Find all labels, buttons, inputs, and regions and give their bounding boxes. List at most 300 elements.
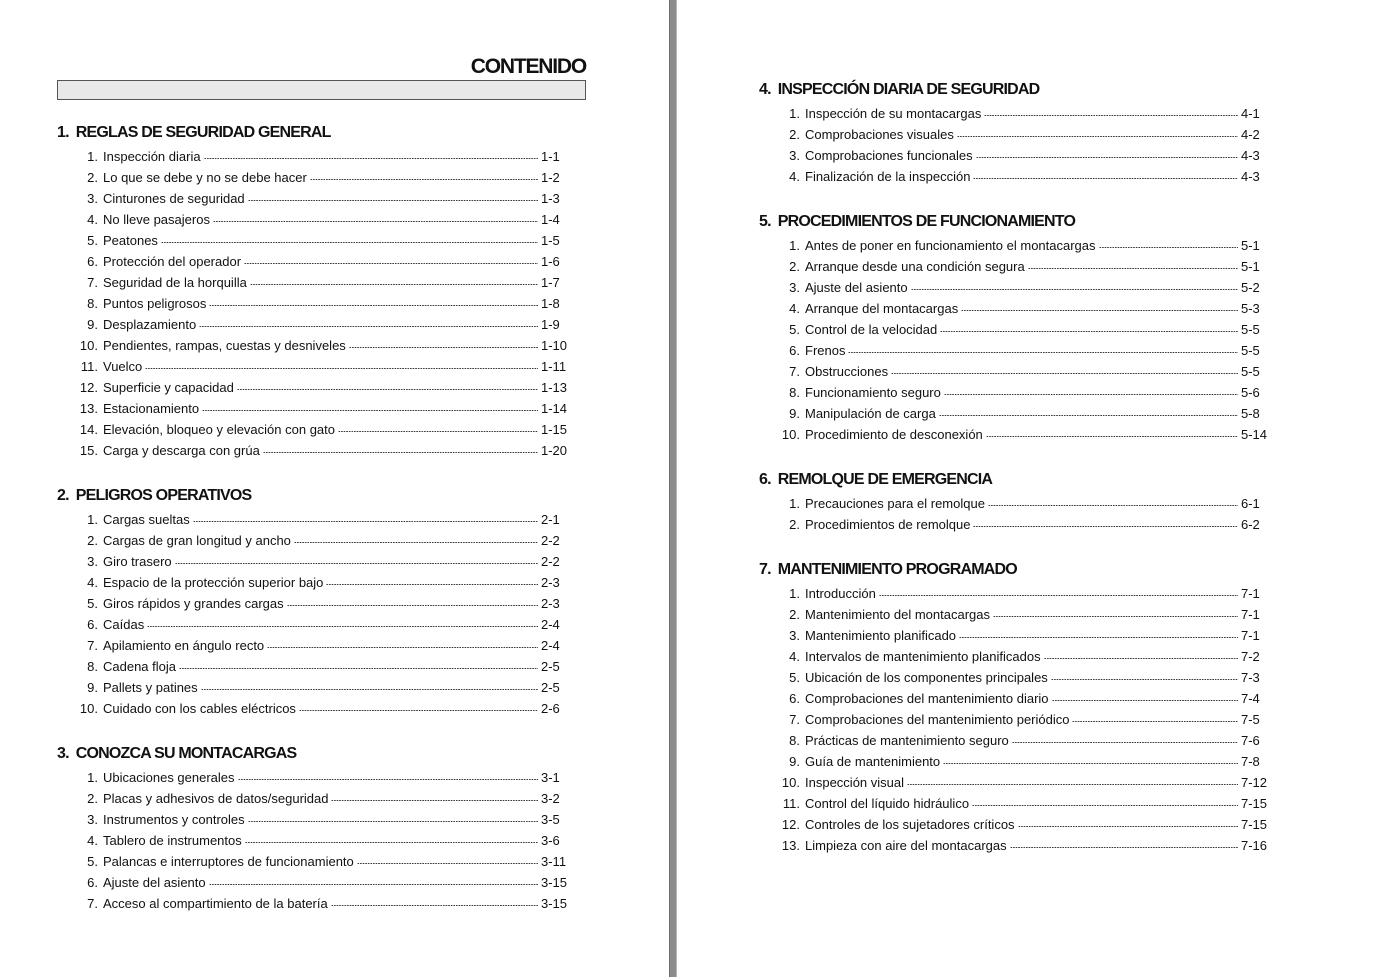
section-title: REGLAS DE SEGURIDAD GENERAL	[75, 124, 331, 141]
dot-leader	[294, 542, 538, 543]
entry-number: 4.	[789, 169, 800, 184]
dot-leader	[179, 668, 538, 669]
entry-page-number: 7-1	[1241, 607, 1260, 622]
entry-title: Carga y descarga con grúa	[103, 443, 260, 458]
entry-number: 9.	[789, 406, 800, 421]
entry-title: Controles de los sujetadores críticos	[805, 817, 1015, 832]
entry-title: Lo que se debe y no se debe hacer	[103, 170, 307, 185]
entry-number: 6.	[789, 343, 800, 358]
entry-number: 4.	[789, 649, 800, 664]
toc-entry[interactable]	[57, 419, 569, 440]
toc-entry[interactable]	[759, 319, 1271, 340]
title-rule-bar	[57, 80, 586, 100]
toc-entry[interactable]	[759, 814, 1271, 835]
entry-title: Manipulación de carga	[805, 406, 936, 421]
entry-number: 5.	[87, 854, 98, 869]
entry-page-number: 3-11	[541, 854, 567, 869]
toc-entry[interactable]	[759, 340, 1271, 361]
dot-leader	[213, 221, 538, 222]
entry-page-number: 1-13	[541, 380, 568, 395]
section-heading	[57, 483, 569, 509]
dot-leader	[199, 326, 538, 327]
entry-title: Apilamiento en ángulo recto	[103, 638, 265, 653]
section-number: 7.	[759, 561, 771, 578]
toc-entry[interactable]	[57, 356, 569, 377]
toc-entry[interactable]	[57, 440, 569, 461]
dot-leader	[204, 158, 538, 159]
entry-title: Estacionamiento	[103, 401, 200, 416]
entry-page-number: 4-3	[1241, 169, 1260, 184]
entry-title: Giros rápidos y grandes cargas	[103, 596, 284, 611]
entry-page-number: 5-5	[1241, 364, 1260, 379]
entry-page-number: 7-8	[1241, 754, 1260, 769]
entry-title: Guía de mantenimiento	[805, 754, 941, 769]
entry-page-number: 5-1	[1241, 238, 1260, 253]
toc-entry[interactable]	[57, 314, 569, 335]
section-title: INSPECCIÓN DIARIA DE SEGURIDAD	[777, 81, 1040, 98]
dot-leader	[357, 863, 538, 864]
entry-page-number: 7-3	[1241, 670, 1260, 685]
entry-title: Peatones	[103, 233, 158, 248]
entry-page-number: 1-6	[541, 254, 560, 269]
dot-leader	[1051, 679, 1238, 680]
toc-entry[interactable]	[759, 667, 1271, 688]
entry-number: 3.	[87, 554, 98, 569]
dot-leader	[209, 884, 538, 885]
dot-leader	[911, 289, 1238, 290]
dot-leader	[238, 779, 538, 780]
toc-entry[interactable]	[759, 646, 1271, 667]
entry-page-number: 3-5	[541, 812, 560, 827]
entry-page-number: 2-5	[541, 659, 560, 674]
entry-title: Pendientes, rampas, cuestas y desniveles	[103, 338, 346, 353]
entry-number: 8.	[87, 296, 98, 311]
entry-page-number: 5-5	[1241, 343, 1260, 358]
entry-page-number: 5-6	[1241, 385, 1260, 400]
section-title: CONOZCA SU MONTACARGAS	[75, 745, 297, 762]
toc-section	[57, 120, 569, 461]
entry-page-number: 1-8	[541, 296, 560, 311]
entry-page-number: 7-15	[1241, 817, 1268, 832]
entry-page-number: 2-4	[541, 638, 560, 653]
dot-leader	[248, 200, 538, 201]
toc-entry[interactable]	[759, 124, 1271, 145]
entry-page-number: 2-3	[541, 575, 560, 590]
toc-entry[interactable]	[57, 146, 569, 167]
toc-entry[interactable]	[57, 572, 569, 593]
toc-entry[interactable]	[57, 530, 569, 551]
entry-title: Procedimiento de desconexión	[805, 427, 983, 442]
toc-entry[interactable]	[57, 251, 569, 272]
dot-leader	[161, 242, 538, 243]
entry-page-number: 2-4	[541, 617, 560, 632]
entry-title: Comprobaciones del mantenimiento periódico	[805, 712, 1070, 727]
entry-number: 3.	[789, 280, 800, 295]
section-heading	[57, 120, 569, 146]
toc-entry[interactable]	[759, 730, 1271, 751]
dot-leader	[1010, 847, 1238, 848]
dot-leader	[267, 647, 538, 648]
section-heading	[57, 741, 569, 767]
entry-title: Cargas sueltas	[103, 512, 190, 527]
entry-title: Mantenimiento planificado	[805, 628, 957, 643]
section-number: 3.	[57, 745, 69, 762]
entry-title: Comprobaciones del mantenimiento diario	[805, 691, 1049, 706]
entry-number: 7.	[87, 896, 98, 911]
toc-entry[interactable]	[759, 145, 1271, 166]
toc-entry[interactable]	[57, 188, 569, 209]
entry-title: Vuelco	[103, 359, 143, 374]
toc-entry[interactable]	[759, 256, 1271, 277]
entry-number: 3.	[789, 628, 800, 643]
section-heading	[759, 467, 1271, 493]
toc-entry[interactable]	[57, 167, 569, 188]
entry-page-number: 1-11	[541, 359, 567, 374]
toc-section	[57, 741, 569, 914]
toc-entry[interactable]	[759, 166, 1271, 187]
section-number: 6.	[759, 471, 771, 488]
entry-page-number: 7-1	[1241, 586, 1260, 601]
entry-title: Introducción	[805, 586, 876, 601]
dot-leader	[957, 136, 1238, 137]
entry-title: Acceso al compartimiento de la batería	[103, 896, 328, 911]
dot-leader	[145, 368, 538, 369]
entry-title: Puntos peligrosos	[103, 296, 207, 311]
entry-title: Arranque del montacargas	[805, 301, 959, 316]
entry-title: Giro trasero	[103, 554, 172, 569]
entry-number: 7.	[87, 275, 98, 290]
toc-entry[interactable]	[759, 751, 1271, 772]
entry-title: Procedimientos de remolque	[805, 517, 971, 532]
entry-page-number: 1-14	[541, 401, 568, 416]
entry-number: 2.	[87, 533, 98, 548]
toc-entry[interactable]	[759, 235, 1271, 256]
dot-leader	[287, 605, 538, 606]
toc-entry[interactable]	[57, 872, 569, 893]
section-heading	[759, 77, 1271, 103]
dot-leader	[248, 821, 538, 822]
toc-entry[interactable]	[57, 677, 569, 698]
entry-title: Ajuste del asiento	[805, 280, 908, 295]
entry-number: 1.	[87, 512, 98, 527]
entry-number: 6.	[87, 875, 98, 890]
entry-title: Mantenimiento del montacargas	[805, 607, 990, 622]
entry-title: Cuidado con los cables eléctricos	[103, 701, 296, 716]
entry-title: Ajuste del asiento	[103, 875, 206, 890]
toc-entry[interactable]	[57, 593, 569, 614]
entry-page-number: 2-2	[541, 533, 560, 548]
toc-section	[759, 77, 1271, 187]
entry-number: 5.	[87, 596, 98, 611]
toc-section	[759, 209, 1271, 445]
dot-leader	[263, 452, 538, 453]
toc-entry[interactable]	[759, 835, 1271, 856]
entry-title: Inspección visual	[805, 775, 904, 790]
toc-entry[interactable]	[759, 793, 1271, 814]
dot-leader	[961, 310, 1238, 311]
entry-page-number: 1-3	[541, 191, 560, 206]
toc-entry[interactable]	[759, 277, 1271, 298]
dot-leader	[326, 584, 538, 585]
toc-entry[interactable]	[57, 767, 569, 788]
entry-number: 7.	[789, 364, 800, 379]
toc-entry[interactable]	[57, 209, 569, 230]
entry-page-number: 1-7	[541, 275, 560, 290]
entry-title: Ubicaciones generales	[103, 770, 235, 785]
toc-entry[interactable]	[759, 625, 1271, 646]
toc-entry[interactable]	[759, 583, 1271, 604]
toc-entry[interactable]	[759, 688, 1271, 709]
dot-leader	[973, 526, 1238, 527]
dot-leader	[959, 637, 1238, 638]
entry-title: Frenos	[805, 343, 846, 358]
dot-leader	[245, 842, 538, 843]
entry-title: No lleve pasajeros	[103, 212, 210, 227]
dot-leader	[907, 784, 1238, 785]
entry-title: Placas y adhesivos de datos/seguridad	[103, 791, 329, 806]
entry-title: Funcionamiento seguro	[805, 385, 941, 400]
dot-leader	[976, 157, 1238, 158]
dot-leader	[310, 179, 538, 180]
entry-number: 15.	[79, 443, 98, 458]
dot-leader	[1012, 742, 1238, 743]
entry-number: 6.	[87, 617, 98, 632]
toc-entry[interactable]	[759, 382, 1271, 403]
dot-leader	[891, 373, 1238, 374]
dot-leader	[988, 505, 1238, 506]
entry-number: 2.	[789, 127, 800, 142]
entry-page-number: 5-3	[1241, 301, 1260, 316]
dot-leader	[193, 521, 538, 522]
right-page	[677, 0, 1389, 977]
entry-page-number: 1-4	[541, 212, 560, 227]
entry-number: 3.	[87, 812, 98, 827]
entry-number: 10.	[79, 338, 98, 353]
entry-number: 12.	[79, 380, 98, 395]
dot-leader	[175, 563, 538, 564]
entry-number: 2.	[789, 517, 800, 532]
toc-entry[interactable]	[57, 335, 569, 356]
section-title: MANTENIMIENTO PROGRAMADO	[777, 561, 1017, 578]
entry-page-number: 1-10	[541, 338, 568, 353]
toc-entry[interactable]	[57, 377, 569, 398]
entry-page-number: 5-14	[1241, 427, 1268, 442]
entry-page-number: 7-4	[1241, 691, 1260, 706]
left-page	[0, 0, 669, 977]
entry-page-number: 2-2	[541, 554, 560, 569]
entry-title: Caídas	[103, 617, 145, 632]
entry-title: Palancas e interruptores de funcionamiento	[103, 854, 354, 869]
entry-title: Inspección diaria	[103, 149, 201, 164]
entry-page-number: 7-15	[1241, 796, 1268, 811]
toc-entry[interactable]	[759, 604, 1271, 625]
toc-entry[interactable]	[759, 493, 1271, 514]
entry-page-number: 4-2	[1241, 127, 1260, 142]
dot-leader	[237, 389, 538, 390]
dot-leader	[331, 905, 538, 906]
toc-entry[interactable]	[57, 230, 569, 251]
entry-page-number: 2-1	[541, 512, 560, 527]
toc-entry[interactable]	[57, 509, 569, 530]
entry-title: Comprobaciones funcionales	[805, 148, 973, 163]
entry-title: Prácticas de mantenimiento seguro	[805, 733, 1009, 748]
entry-title: Ubicación de los componentes principales	[805, 670, 1048, 685]
entry-number: 10.	[781, 427, 800, 442]
entry-title: Superficie y capacidad	[103, 380, 234, 395]
dot-leader	[1099, 247, 1238, 248]
entry-page-number: 5-2	[1241, 280, 1260, 295]
entry-page-number: 7-6	[1241, 733, 1260, 748]
entry-page-number: 1-5	[541, 233, 560, 248]
toc-section	[759, 557, 1271, 856]
entry-number: 1.	[87, 770, 98, 785]
entry-title: Tablero de instrumentos	[103, 833, 242, 848]
toc-entry[interactable]	[57, 614, 569, 635]
entry-number: 10.	[79, 701, 98, 716]
toc-entry[interactable]	[759, 103, 1271, 124]
dot-leader	[973, 178, 1238, 179]
dot-leader	[879, 595, 1238, 596]
toc-entry[interactable]	[57, 293, 569, 314]
entry-page-number: 1-1	[541, 149, 560, 164]
entry-page-number: 1-15	[541, 422, 568, 437]
entry-title: Seguridad de la horquilla	[103, 275, 247, 290]
dot-leader	[1018, 826, 1238, 827]
entry-number: 10.	[781, 775, 800, 790]
entry-number: 1.	[87, 149, 98, 164]
toc-entry[interactable]	[57, 698, 569, 719]
toc-entry[interactable]	[759, 361, 1271, 382]
toc-entry[interactable]	[57, 635, 569, 656]
entry-page-number: 6-2	[1241, 517, 1260, 532]
entry-title: Cadena floja	[103, 659, 176, 674]
entry-title: Protección del operador	[103, 254, 242, 269]
entry-title: Desplazamiento	[103, 317, 197, 332]
entry-title: Cinturones de seguridad	[103, 191, 245, 206]
entry-number: 1.	[789, 586, 800, 601]
dot-leader	[944, 394, 1238, 395]
dot-leader	[1072, 721, 1238, 722]
toc-entry[interactable]	[759, 403, 1271, 424]
entry-page-number: 4-3	[1241, 148, 1260, 163]
section-title: REMOLQUE DE EMERGENCIA	[777, 471, 993, 488]
toc-entry[interactable]	[57, 398, 569, 419]
entry-title: Precauciones para el remolque	[805, 496, 985, 511]
entry-number: 7.	[789, 712, 800, 727]
entry-number: 5.	[87, 233, 98, 248]
entry-page-number: 3-6	[541, 833, 560, 848]
entry-page-number: 1-20	[541, 443, 568, 458]
toc-entry[interactable]	[759, 514, 1271, 535]
entry-page-number: 3-1	[541, 770, 560, 785]
toc-entry[interactable]	[759, 709, 1271, 730]
toc-entry[interactable]	[57, 551, 569, 572]
section-number: 2.	[57, 487, 69, 504]
entry-title: Cargas de gran longitud y ancho	[103, 533, 291, 548]
entry-number: 5.	[789, 322, 800, 337]
toc-entry[interactable]	[57, 851, 569, 872]
section-number: 4.	[759, 81, 771, 98]
toc-entry[interactable]	[57, 272, 569, 293]
dot-leader	[940, 331, 1238, 332]
entry-page-number: 4-1	[1241, 106, 1260, 121]
entry-title: Antes de poner en funcionamiento el montacargas	[805, 238, 1096, 253]
dot-leader	[1044, 658, 1238, 659]
entry-number: 9.	[87, 680, 98, 695]
dot-leader	[250, 284, 538, 285]
entry-number: 8.	[789, 733, 800, 748]
section-heading	[759, 209, 1271, 235]
dot-leader	[209, 305, 538, 306]
entry-page-number: 7-2	[1241, 649, 1260, 664]
toc-entry[interactable]	[57, 893, 569, 914]
entry-page-number: 7-16	[1241, 838, 1268, 853]
dot-leader	[1052, 700, 1238, 701]
dot-leader	[984, 115, 1238, 116]
entry-number: 13.	[781, 838, 800, 853]
dot-leader	[331, 800, 538, 801]
document-title: CONTENIDO	[470, 55, 586, 78]
entry-number: 3.	[789, 148, 800, 163]
toc-entry[interactable]	[759, 772, 1271, 793]
dot-leader	[993, 616, 1238, 617]
entry-title: Instrumentos y controles	[103, 812, 245, 827]
entry-page-number: 3-15	[541, 875, 568, 890]
entry-page-number: 2-3	[541, 596, 560, 611]
dot-leader	[201, 689, 538, 690]
entry-title: Obstrucciones	[805, 364, 889, 379]
entry-page-number: 3-2	[541, 791, 560, 806]
section-heading	[759, 557, 1271, 583]
entry-number: 2.	[87, 170, 98, 185]
entry-number: 2.	[789, 259, 800, 274]
entry-page-number: 7-5	[1241, 712, 1260, 727]
entry-title: Intervalos de mantenimiento planificados	[805, 649, 1041, 664]
toc-entry[interactable]	[57, 788, 569, 809]
entry-page-number: 1-9	[541, 317, 560, 332]
entry-number: 4.	[789, 301, 800, 316]
dot-leader	[939, 415, 1238, 416]
toc-entry[interactable]	[57, 656, 569, 677]
entry-number: 12.	[781, 817, 800, 832]
entry-title: Limpieza con aire del montacargas	[805, 838, 1007, 853]
toc-entry[interactable]	[759, 298, 1271, 319]
entry-number: 1.	[789, 106, 800, 121]
entry-title: Espacio de la protección superior bajo	[103, 575, 324, 590]
dot-leader	[349, 347, 538, 348]
toc-entry[interactable]	[759, 424, 1271, 445]
section-title: PELIGROS OPERATIVOS	[75, 487, 252, 504]
entry-title: Finalización de la inspección	[805, 169, 971, 184]
entry-title: Control de la velocidad	[805, 322, 938, 337]
dot-leader	[848, 352, 1238, 353]
entry-number: 9.	[789, 754, 800, 769]
toc-entry[interactable]	[57, 809, 569, 830]
entry-number: 11.	[782, 796, 800, 811]
entry-number: 4.	[87, 575, 98, 590]
dot-leader	[147, 626, 538, 627]
entry-title: Pallets y patines	[103, 680, 198, 695]
entry-page-number: 5-1	[1241, 259, 1260, 274]
entry-title: Arranque desde una condición segura	[805, 259, 1025, 274]
section-number: 1.	[57, 124, 69, 141]
entry-number: 4.	[87, 212, 98, 227]
entry-number: 8.	[87, 659, 98, 674]
toc-entry[interactable]	[57, 830, 569, 851]
entry-number: 14.	[79, 422, 98, 437]
entry-page-number: 3-15	[541, 896, 568, 911]
section-number: 5.	[759, 213, 771, 230]
